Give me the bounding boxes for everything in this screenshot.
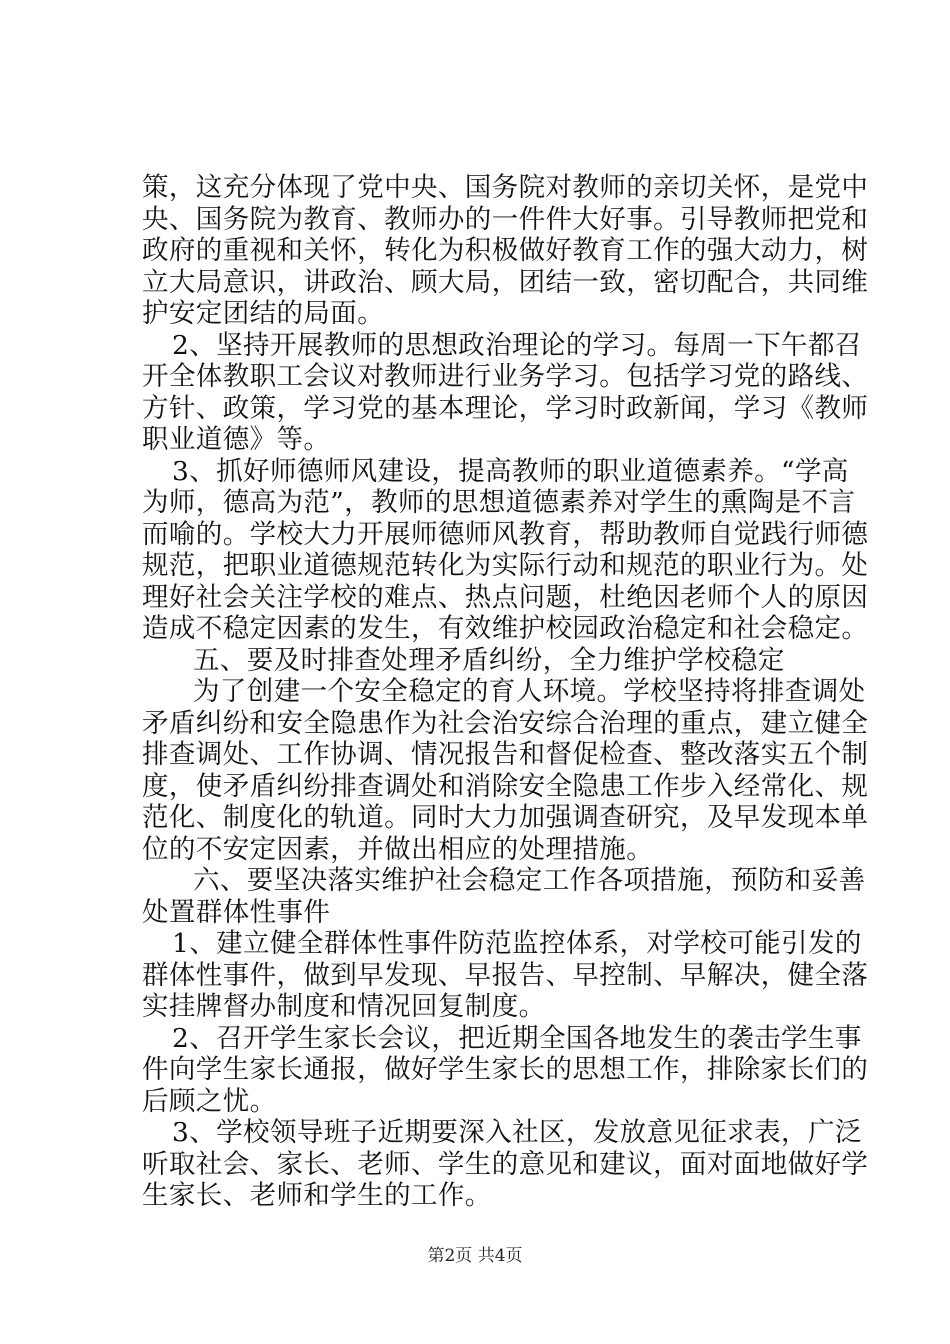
text-line: 度，使矛盾纠纷排查调处和消除安全隐患工作步入经常化、规 — [142, 770, 869, 802]
text-line: 3、学校领导班子近期要深入社区，发放意见征求表，广泛 — [172, 1117, 862, 1148]
text-line: 3、抓好师德师风建设，提高教师的职业道德素养。“学高 — [172, 455, 849, 487]
text-line: 职业道德》等。 — [142, 424, 331, 455]
text-line: 开全体教职工会议对教师进行业务学习。包括学习党的路线、 — [142, 361, 869, 392]
text-line: 实挂牌督办制度和情况回复制度。 — [142, 991, 546, 1022]
text-line: 位的不安定因素，并做出相应的处理措施。 — [142, 833, 654, 865]
text-line: 政府的重视和关怀，转化为积极做好教育工作的强大动力，树 — [142, 235, 869, 266]
text-line: 范化、制度化的轨道。同时大力加强调查研究，及早发现本单 — [142, 802, 869, 833]
section-heading: 处置群体性事件 — [142, 896, 331, 928]
text-line: 1、建立健全群体性事件防范监控体系，对学校可能引发的 — [172, 928, 862, 959]
text-line: 2、召开学生家长会议，把近期全国各地发生的袭击学生事 — [172, 1022, 862, 1054]
text-line: 护安定团结的局面。 — [142, 298, 385, 329]
section-heading: 六、要坚决落实维护社会稳定工作各项措施，预防和妥善 — [193, 865, 866, 896]
section-heading: 五、要及时排查处理矛盾纠纷，全力维护学校稳定 — [193, 644, 785, 676]
text-line: 排查调处、工作协调、情况报告和督促检查、整改落实五个制 — [142, 739, 869, 770]
text-line: 央、国务院为教育、教师办的一件件大好事。引导教师把党和 — [142, 203, 869, 235]
text-line: 件向学生家长通报，做好学生家长的思想工作，排除家长们的 — [142, 1054, 869, 1085]
text-line: 规范，把职业道德规范转化为实际行动和规范的职业行为。处 — [142, 550, 869, 581]
text-line: 听取社会、家长、老师、学生的意见和建议，面对面地做好学 — [142, 1148, 869, 1180]
text-line: 群体性事件，做到早发现、早报告、早控制、早解决，健全落 — [142, 959, 869, 991]
text-line: 方针、政策，学习党的基本理论，学习时政新闻，学习《教师 — [142, 392, 869, 424]
text-line: 生家长、老师和学生的工作。 — [142, 1180, 492, 1211]
text-line: 后顾之忧。 — [142, 1085, 277, 1117]
text-line: 而喻的。学校大力开展师德师风教育，帮助教师自觉践行师德 — [142, 518, 869, 550]
text-line: 2、坚持开展教师的思想政治理论的学习。每周一下午都召 — [172, 329, 862, 361]
text-line: 矛盾纠纷和安全隐患作为社会治安综合治理的重点，建立健全 — [142, 707, 869, 739]
text-line: 立大局意识，讲政治、顾大局，团结一致，密切配合，共同维 — [142, 266, 869, 298]
text-line: 为了创建一个安全稳定的育人环境。学校坚持将排查调处 — [193, 676, 866, 707]
page-number-footer: 第2页 共4页 — [427, 1246, 523, 1266]
text-line: 理好社会关注学校的难点、热点问题，杜绝因老师个人的原因 — [142, 581, 869, 613]
text-line: 策，这充分体现了党中央、国务院对教师的亲切关怀，是党中 — [142, 172, 869, 203]
text-line: 造成不稳定因素的发生，有效维护校园政治稳定和社会稳定。 — [142, 613, 869, 644]
text-line: 为师，德高为范”，教师的思想道德素养对学生的熏陶是不言 — [142, 487, 856, 518]
